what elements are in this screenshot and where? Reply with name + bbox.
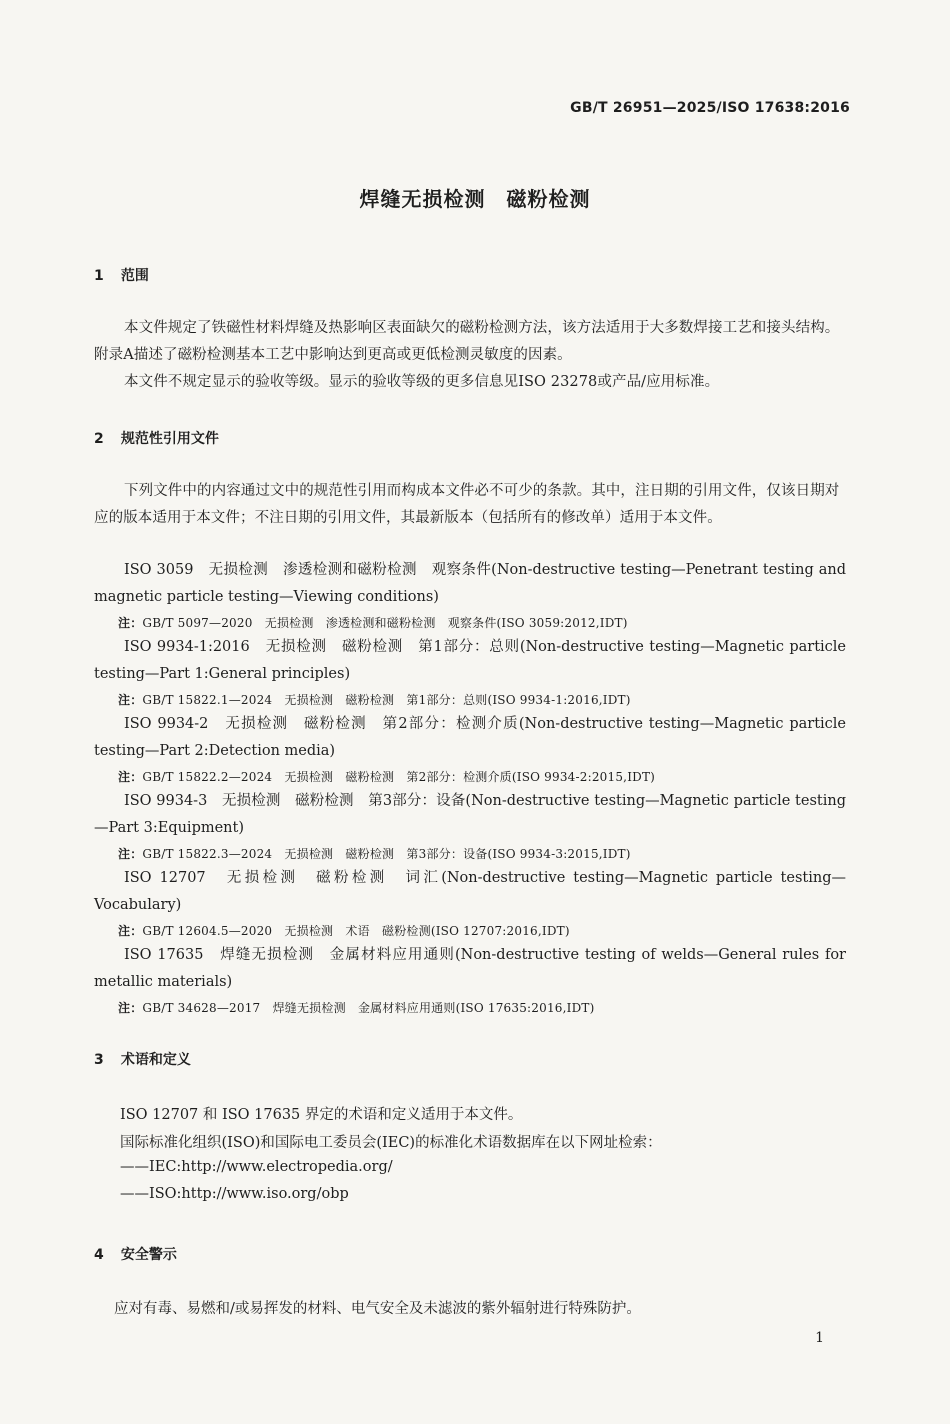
- references-intro: 下列文件中的内容通过文中的规范性引用而构成本文件必不可少的条款。其中，注日期的引用文件，仅该日期对应的版本适用于本文件；不注日期的引用文件，其最新版本（包括所有的修改单）适用于本文件。: [94, 483, 840, 526]
- safety-paragraph: 应对有毒、易燃和/或易挥发的材料、电气安全及未滤波的紫外辐射进行特殊防护。: [114, 1301, 641, 1317]
- reference-note: 注：GB/T 12604.5—2020 无损检测 术语 磁粉检测(ISO 12707:2016,IDT): [118, 924, 570, 938]
- reference-note: 注：GB/T 5097—2020 无损检测 渗透检测和磁粉检测 观察条件(ISO 3059:2012,IDT): [118, 616, 628, 630]
- scope-paragraph-1: 本文件规定了铁磁性材料焊缝及热影响区表面缺欠的磁粉检测方法，该方法适用于大多数焊接工艺和接头结构。附录A描述了磁粉检测基本工艺中影响达到更高或更低检测灵敏度的因素。: [94, 320, 840, 363]
- reference-item: ISO 9934-1:2016 无损检测 磁粉检测 第1部分：总则(Non-destructive testing—Magnetic particle testing—Part 1:General principles): [94, 639, 846, 682]
- section-title: 安全警示: [120, 1247, 177, 1263]
- reference-item: ISO 12707 无损检测 磁粉检测 词汇(Non-destructive testing—Magnetic particle testing—Vocabulary): [94, 870, 846, 913]
- reference-item: ISO 3059 无损检测 渗透检测和磁粉检测 观察条件(Non-destructive testing—Penetrant testing and magnetic particle testing—Viewing conditions): [94, 562, 846, 605]
- iso-link[interactable]: ——ISO:http://www.iso.org/obp: [120, 1186, 349, 1202]
- terms-paragraph-2: 国际标准化组织(ISO)和国际电工委员会(IEC)的标准化术语数据库在以下网址检索：: [120, 1135, 662, 1151]
- section-1-heading: [94, 265, 149, 285]
- terms-paragraph-1: ISO 12707 和 ISO 17635 界定的术语和定义适用于本文件。: [120, 1107, 523, 1123]
- section-title: 范围: [120, 268, 149, 284]
- section-3-heading: [94, 1049, 191, 1069]
- reference-note: 注：GB/T 15822.3—2024 无损检测 磁粉检测 第3部分：设备(ISO 9934-3:2015,IDT): [118, 847, 631, 861]
- section-2-heading: [94, 428, 219, 448]
- section-4-heading: [94, 1244, 177, 1264]
- page-number: 1: [815, 1330, 824, 1346]
- reference-item: ISO 9934-3 无损检测 磁粉检测 第3部分：设备(Non-destructive testing—Magnetic particle testing—Part 3:Equipment): [94, 793, 846, 836]
- standard-code: GB/T 26951—2025/ISO 17638:2016: [570, 100, 850, 116]
- scope-paragraph-2: 本文件不规定显示的验收等级。显示的验收等级的更多信息见ISO 23278或产品/应用标准。: [124, 374, 720, 390]
- section-number: 2: [94, 431, 104, 447]
- reference-note: 注：GB/T 15822.1—2024 无损检测 磁粉检测 第1部分：总则(ISO 9934-1:2016,IDT): [118, 693, 631, 707]
- section-number: 3: [94, 1052, 104, 1068]
- section-number: 4: [94, 1247, 104, 1263]
- section-title: 规范性引用文件: [120, 431, 219, 447]
- section-title: 术语和定义: [120, 1052, 191, 1068]
- reference-item: ISO 17635 焊缝无损检测 金属材料应用通则(Non-destructive testing of welds—General rules for metallic materials): [94, 947, 846, 990]
- document-title: 焊缝无损检测 磁粉检测: [359, 187, 591, 211]
- section-number: 1: [94, 268, 104, 284]
- reference-note: 注：GB/T 15822.2—2024 无损检测 磁粉检测 第2部分：检测介质(ISO 9934-2:2015,IDT): [118, 770, 656, 784]
- iec-link[interactable]: ——IEC:http://www.electropedia.org/: [120, 1159, 393, 1175]
- reference-note: 注：GB/T 34628—2017 焊缝无损检测 金属材料应用通则(ISO 17635:2016,IDT): [118, 1001, 595, 1015]
- reference-item: ISO 9934-2 无损检测 磁粉检测 第2部分：检测介质(Non-destructive testing—Magnetic particle testing—Part 2:Detection media): [94, 716, 846, 759]
